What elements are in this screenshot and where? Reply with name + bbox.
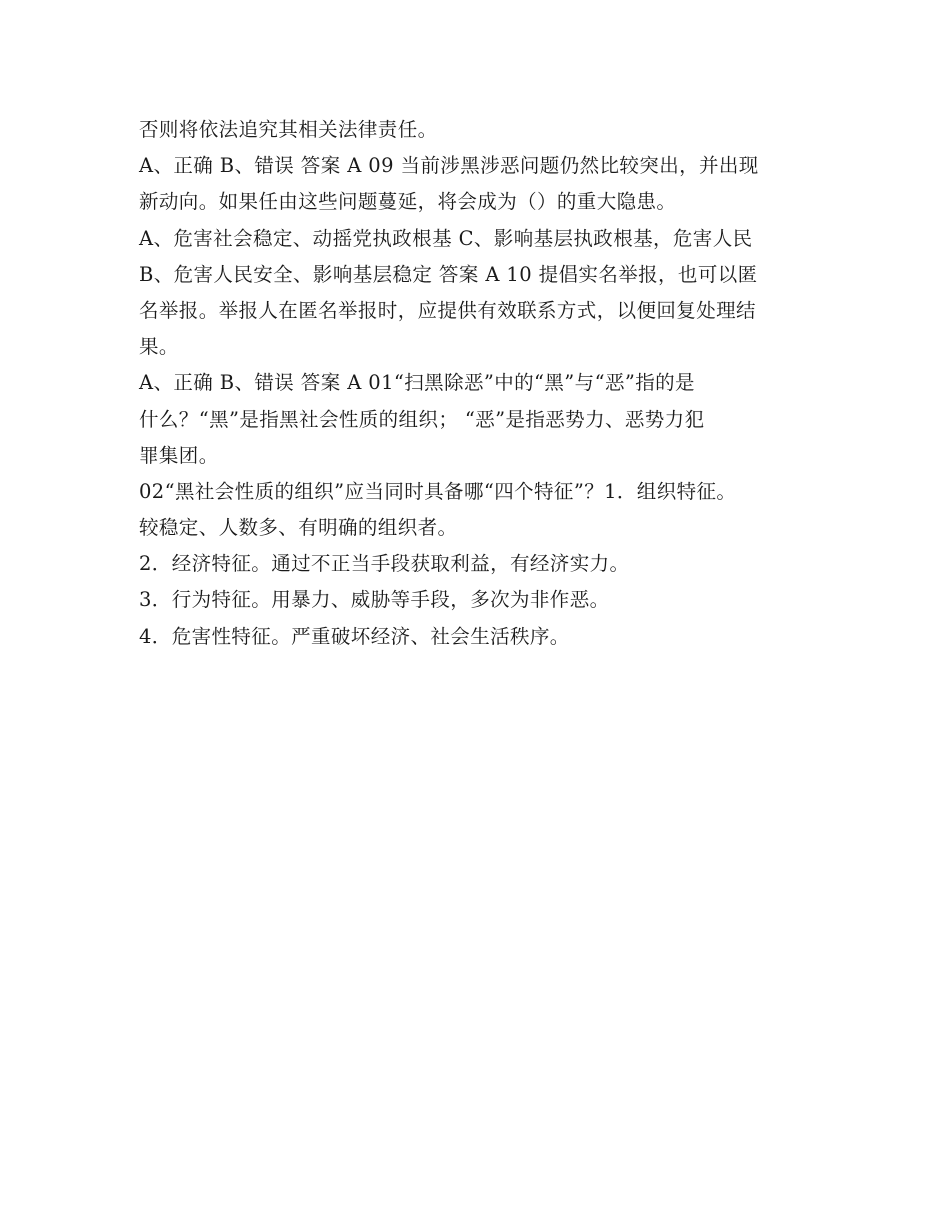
text-line: 4．危害性特征。严重破坏经济、社会生活秩序。 (139, 624, 570, 648)
document-body (139, 112, 839, 655)
text-line: 02“黑社会性质的组织”应当同时具备哪“四个特征”？1．组织特征。 (139, 479, 737, 503)
text-line: 新动向。如果任由这些问题蔓延，将会成为（）的重大隐患。 (139, 190, 677, 214)
text-line: A、正确 B、错误 答案 A 09 当前涉黑涉恶问题仍然比较突出，并出现 (139, 154, 759, 178)
text-line: B、危害人民安全、影响基层稳定 答案 A 10 提倡实名举报，也可以匿 (139, 262, 758, 286)
text-line: 2．经济特征。通过不正当手段获取利益，有经济实力。 (139, 552, 630, 576)
text-line: 较稳定、人数多、有明确的组织者。 (139, 516, 458, 540)
text-line: 3．行为特征。用暴力、威胁等手段，多次为非作恶。 (139, 588, 610, 612)
text-line: 果。 (139, 335, 179, 359)
text-line: A、正确 B、错误 答案 A 01“扫黑除恶”中的“黑”与“恶”指的是 (139, 371, 695, 395)
text-line: A、危害社会稳定、动摇党执政根基 C、影响基层执政根基，危害人民 (139, 226, 753, 250)
text-line: 否则将依法追究其相关法律责任。 (139, 118, 438, 141)
text-line: 什么？“黑”是指黑社会性质的组织； “恶”是指恶势力、恶势力犯 (139, 407, 705, 431)
text-line: 名举报。举报人在匿名举报时，应提供有效联系方式，以便回复处理结 (139, 298, 756, 322)
text-line: 罪集团。 (139, 443, 219, 467)
